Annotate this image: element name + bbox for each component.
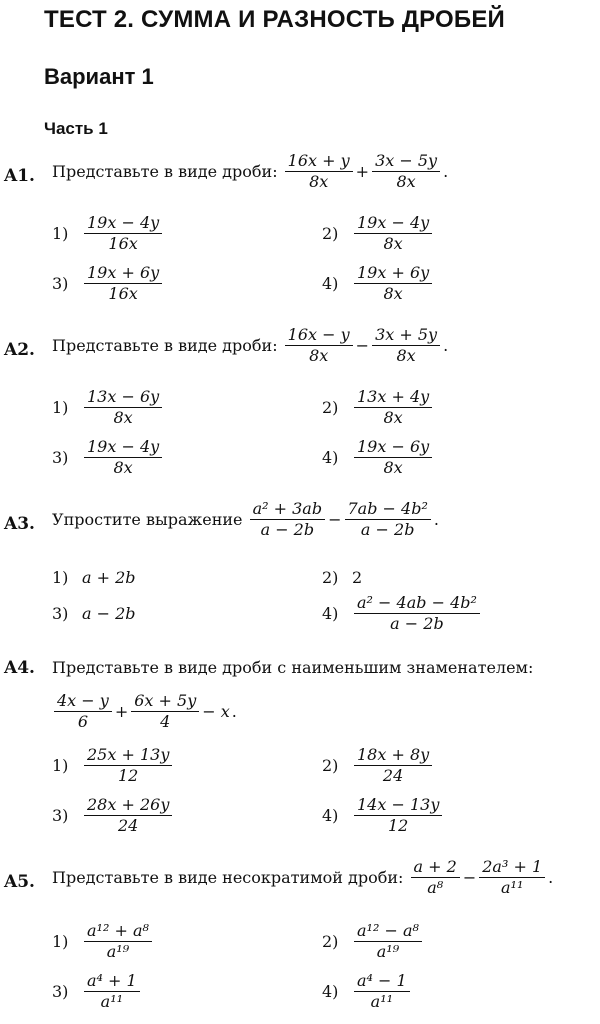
question-number: A3. [4,514,35,534]
operator: + [355,162,370,182]
expr-fraction-1: $\frac{a + 2}{\text{a⁸}}$ [411,858,460,898]
question-text [52,152,449,192]
answer-option-3[interactable]: 3) $\frac{28x + 26y}{24}$ [52,796,174,836]
answer-option-4[interactable]: 4) $\frac{\text{a² − 4ab − 4b²}}{a - 2b}$ [322,594,482,634]
answer-option-2[interactable]: 2) $\frac{19x - 4y}{8x}$ [322,214,434,254]
expr-fraction-2: $\frac{3x + 5y}{8x}$ [372,326,440,366]
answer-option-4[interactable]: 4) $\frac{19x + 6y}{8x}$ [322,264,434,304]
expr-end: . [443,162,449,182]
question-expression [52,692,238,732]
answer-option-2[interactable]: 2) $\frac{13x + 4y}{8x}$ [322,388,434,428]
question-text [52,500,440,540]
question-prompt: Упростите выражение [52,510,243,530]
question-a1 [0,150,600,320]
answer-option-1[interactable]: 1) a + 2b [52,568,136,587]
answer-option-3[interactable]: 3) $\frac{19x - 4y}{8x}$ [52,438,164,478]
question-number: A4. [4,658,35,678]
operator: − [355,336,370,356]
answer-option-3[interactable]: 3) $\frac{\text{a⁴ + 1}}{\text{a¹¹}}$ [52,972,142,1012]
question-a4 [0,658,600,848]
expr-tail: − x [202,702,230,722]
answer-option-1[interactable]: 1) $\frac{\text{a¹² + a⁸}}{\text{a¹⁹}}$ [52,922,154,962]
question-prompt: Представьте в виде дроби: [52,162,278,182]
variant-heading: Вариант 1 [44,64,154,89]
expr-fraction-1: $\frac{\text{a² + 3ab}}{a - 2b}$ [250,500,326,540]
expr-fraction-2: $\frac{3x - 5y}{8x}$ [372,152,440,192]
answer-option-2[interactable]: 2) $\frac{\text{a¹² − a⁸}}{\text{a¹⁹}}$ [322,922,424,962]
expr-end: . [548,868,554,888]
question-prompt: Представьте в виде несократимой дроби: [52,868,404,888]
expr-fraction-2: $\frac{\text{7ab − 4b²}}{a - 2b}$ [345,500,431,540]
answer-option-1[interactable]: 1) $\frac{13x - 6y}{8x}$ [52,388,164,428]
question-a2 [0,324,600,494]
question-prompt: Представьте в виде дроби: [52,336,278,356]
expr-end: . [443,336,449,356]
question-a3 [0,498,600,648]
operator: + [114,702,129,722]
answer-option-3[interactable]: 3) a − 2b [52,604,136,623]
answer-option-4[interactable]: 4) $\frac{19x - 6y}{8x}$ [322,438,434,478]
operator: − [328,510,342,530]
question-prompt: Представьте в виде дроби с наименьшим знаменателем: [52,658,534,677]
operator: − [462,868,477,888]
answer-option-4[interactable]: 4) $\frac{\text{a⁴ − 1}}{\text{a¹¹}}$ [322,972,412,1012]
answer-option-2[interactable]: 2) $\frac{18x + 8y}{24}$ [322,746,434,786]
expr-end: . [231,702,237,722]
question-text [52,858,554,898]
expr-fraction-1: $\frac{16x - y}{8x}$ [285,326,353,366]
part-heading: Часть 1 [44,119,108,138]
answer-option-1[interactable]: 1) $\frac{19x - 4y}{16x}$ [52,214,164,254]
question-a5 [0,856,600,1024]
expr-fraction-1: $\frac{4x - y}{6}$ [54,692,112,732]
question-text [52,326,449,366]
question-number: A5. [4,872,35,892]
test-title: ТЕСТ 2. СУММА И РАЗНОСТЬ ДРОБЕЙ [44,6,506,33]
expr-end: . [433,510,439,530]
answer-option-4[interactable]: 4) $\frac{14x - 13y}{12}$ [322,796,444,836]
question-number: A2. [4,340,35,360]
answer-option-3[interactable]: 3) $\frac{19x + 6y}{16x}$ [52,264,164,304]
answer-option-1[interactable]: 1) $\frac{25x + 13y}{12}$ [52,746,174,786]
expr-fraction-2: $\frac{\text{2a³ + 1}}{\text{a¹¹}}$ [479,858,545,898]
question-number: A1. [4,166,35,186]
expr-fraction-2: $\frac{6x + 5y}{4}$ [131,692,199,732]
expr-fraction-1: $\frac{16x + y}{8x}$ [285,152,353,192]
answer-option-2[interactable]: 2) 2 [322,568,363,587]
